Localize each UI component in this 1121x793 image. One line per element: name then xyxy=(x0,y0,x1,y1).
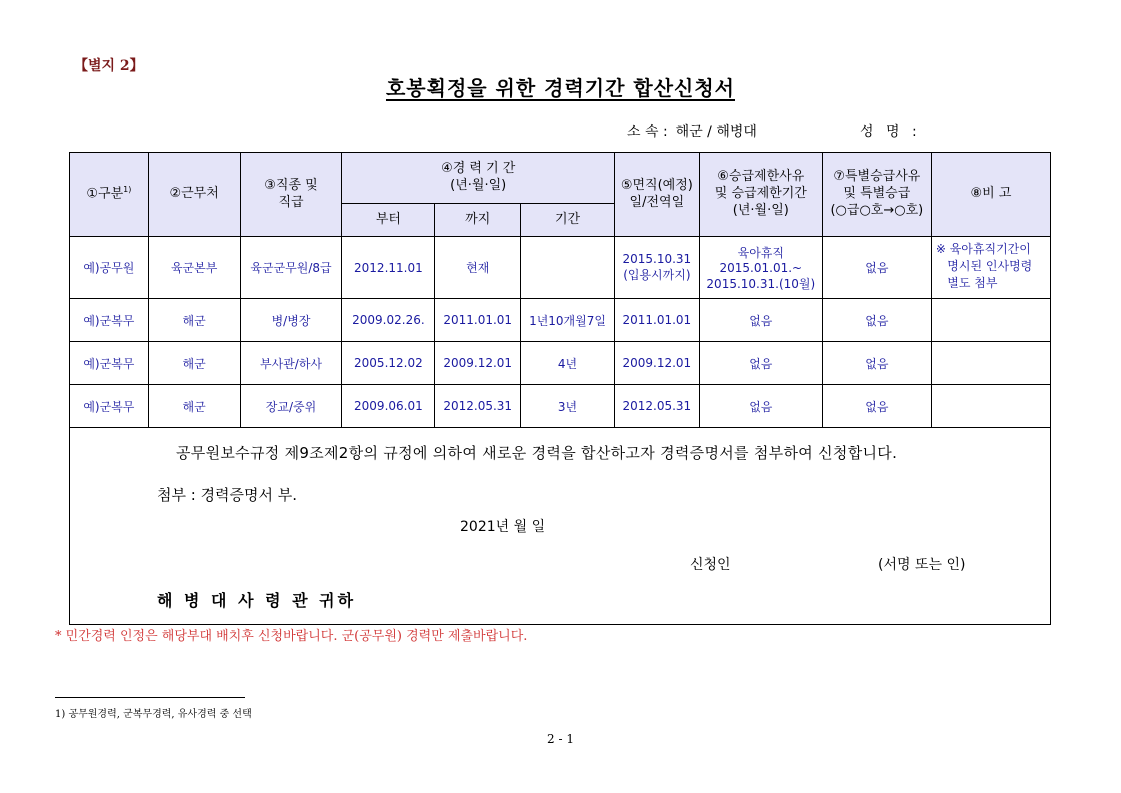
header-from: 부터 xyxy=(342,204,435,237)
applicant-label: 신청인 xyxy=(690,557,731,573)
header-workplace: ②근무처 xyxy=(148,153,240,237)
application-body-row xyxy=(70,428,1051,625)
table-row xyxy=(70,237,1051,299)
attachment-line: 첨부 : 경력증명서 부. xyxy=(157,486,298,504)
header-to: 까지 xyxy=(435,204,521,237)
cell-retirement: 2012.05.31 xyxy=(614,385,699,428)
header-row xyxy=(70,153,1051,204)
table-row xyxy=(70,385,1051,428)
document-title: 호봉획정을 위한 경력기간 합산신청서 xyxy=(385,76,735,100)
header-position: ③직종 및 직급 xyxy=(240,153,342,237)
cell-category: 예)공무원 xyxy=(70,237,149,299)
cell-from: 2009.02.26. xyxy=(342,299,435,342)
cell-position: 부사관/하사 xyxy=(240,342,342,385)
header-retirement-date: ⑤면직(예정) 일/전역일 xyxy=(614,153,699,237)
name-label: 성 명 : xyxy=(860,124,921,140)
cell-remarks[interactable] xyxy=(931,299,1050,342)
cell-to: 2011.01.01 xyxy=(435,299,521,342)
cell-position: 장교/중위 xyxy=(240,385,342,428)
cell-retirement: 2009.12.01 xyxy=(614,342,699,385)
cell-restriction: 없음 xyxy=(699,342,822,385)
cell-from: 2005.12.02 xyxy=(342,342,435,385)
cell-position: 병/병장 xyxy=(240,299,342,342)
cell-restriction: 없음 xyxy=(699,299,822,342)
table-row xyxy=(70,299,1051,342)
cell-remarks[interactable] xyxy=(931,342,1050,385)
affiliation-line xyxy=(627,121,757,141)
annex-label: 【별지 2】 xyxy=(74,58,144,74)
page-number: 2 - 1 xyxy=(547,732,574,746)
cell-remarks: ※ 육아휴직기간이 명시된 인사명령 별도 첨부 xyxy=(931,237,1050,299)
header-special-promotion: ⑦특별승급사유 및 특별승급 (○급○호→○호) xyxy=(822,153,931,237)
cell-retirement: 2015.10.31 (입용시까지) xyxy=(614,237,699,299)
cell-restriction: 육아휴직 2015.01.01.~ 2015.10.31.(10월) xyxy=(699,237,822,299)
footnote-divider xyxy=(55,697,245,698)
warning-note: * 민간경력 인정은 해당부대 배치후 신청바랍니다. 군(공무원) 경력만 제출바랍니다. xyxy=(55,629,528,644)
application-body xyxy=(70,428,1051,625)
footnote: 1) 공무원경력, 군복무경력, 유사경력 중 선택 xyxy=(55,709,252,720)
cell-category: 예)군복무 xyxy=(70,299,149,342)
application-statement: 공무원보수규정 제9조제2항의 규정에 의하여 새로운 경력을 합산하고자 경력증명서를 첨부하여 신청합니다. xyxy=(176,444,898,462)
affiliation-label: 소 속 : xyxy=(627,124,668,140)
cell-workplace: 해군 xyxy=(148,299,240,342)
cell-duration xyxy=(521,237,615,299)
header-promotion-restriction: ⑥승급제한사유 및 승급제한기간 (년·월·일) xyxy=(699,153,822,237)
header-duration: 기간 xyxy=(521,204,615,237)
cell-category: 예)군복무 xyxy=(70,342,149,385)
cell-duration: 4년 xyxy=(521,342,615,385)
affiliation-value: 해군 / 해병대 xyxy=(675,124,757,140)
header-career-period: ④경 력 기 간 (년·월·일) xyxy=(342,153,615,204)
cell-duration: 1년10개월7일 xyxy=(521,299,615,342)
cell-remarks[interactable] xyxy=(931,385,1050,428)
cell-workplace: 해군 xyxy=(148,385,240,428)
cell-restriction: 없음 xyxy=(699,385,822,428)
date-line[interactable]: 2021년 월 일 xyxy=(460,519,546,535)
cell-category: 예)군복무 xyxy=(70,385,149,428)
table-row xyxy=(70,342,1051,385)
cell-to: 2012.05.31 xyxy=(435,385,521,428)
cell-workplace: 육군본부 xyxy=(148,237,240,299)
cell-special: 없음 xyxy=(822,385,931,428)
header-category: ①구분$^{1)}$ xyxy=(70,153,149,237)
cell-special: 없음 xyxy=(822,342,931,385)
cell-workplace: 해군 xyxy=(148,342,240,385)
cell-duration: 3년 xyxy=(521,385,615,428)
cell-from: 2012.11.01 xyxy=(342,237,435,299)
header-remarks: ⑧비 고 xyxy=(931,153,1050,237)
cell-to: 2009.12.01 xyxy=(435,342,521,385)
cell-special: 없음 xyxy=(822,299,931,342)
cell-to: 현재 xyxy=(435,237,521,299)
signature-note[interactable]: (서명 또는 인) xyxy=(878,557,966,573)
cell-position: 육군군무원/8급 xyxy=(240,237,342,299)
recipient: 해 병 대 사 령 관 귀하 xyxy=(157,591,357,610)
career-table xyxy=(69,152,1051,625)
cell-special: 없음 xyxy=(822,237,931,299)
cell-from: 2009.06.01 xyxy=(342,385,435,428)
cell-retirement: 2011.01.01 xyxy=(614,299,699,342)
